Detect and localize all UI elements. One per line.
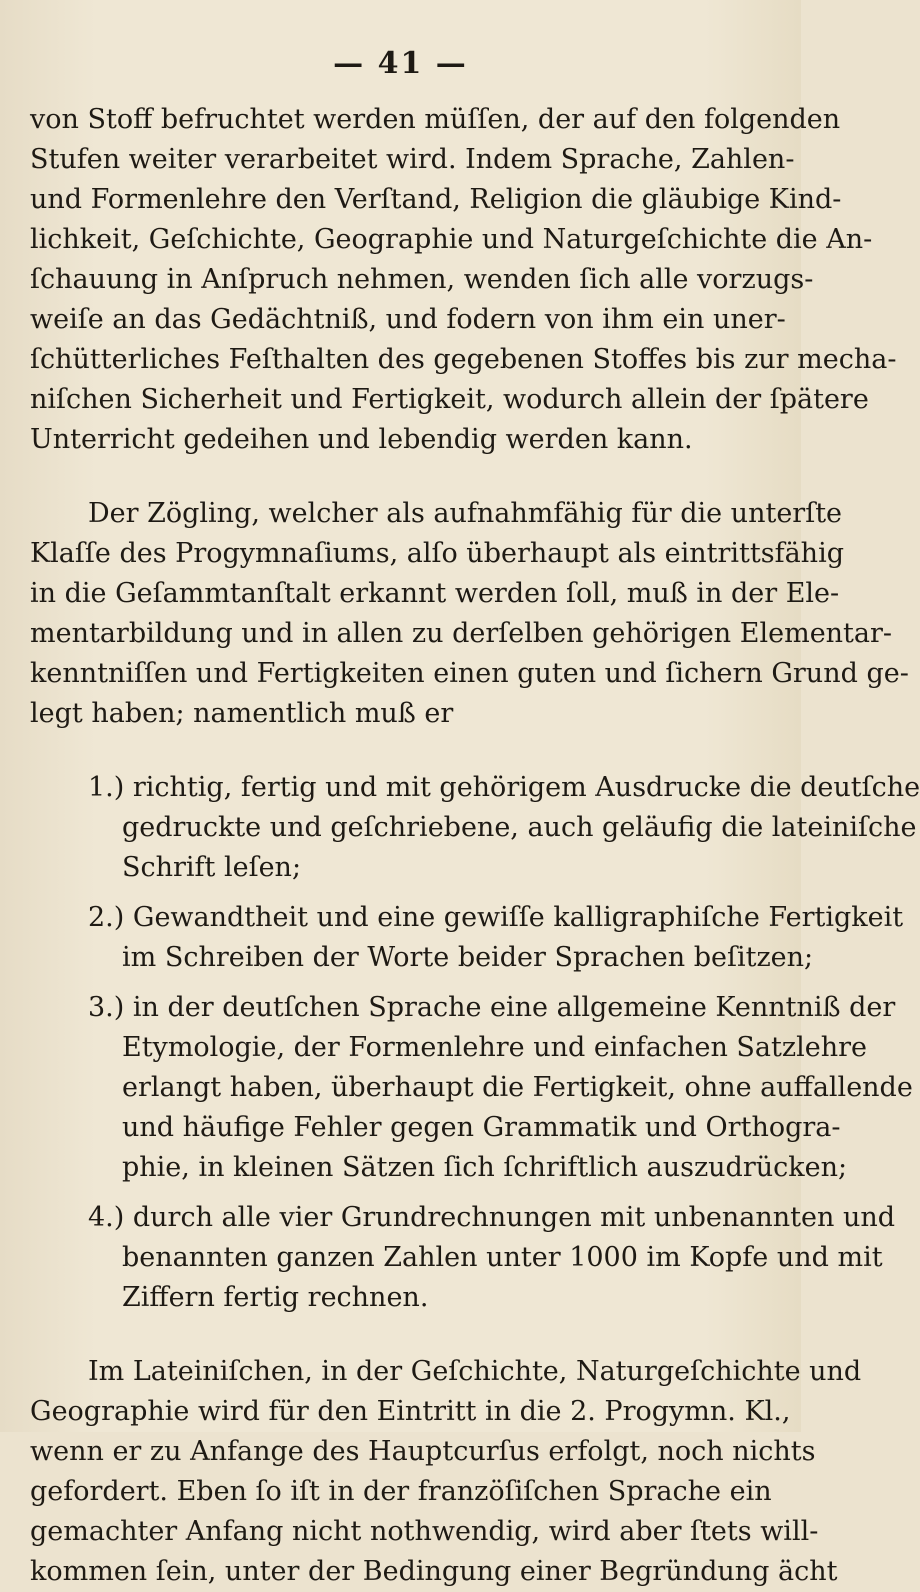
text-line: benannten ganzen Zahlen unter 1000 im Kopfe und mit xyxy=(122,1242,883,1273)
text-line: Geographie wird für den Eintritt in die 2. Progymn. Kl., xyxy=(30,1396,791,1427)
numbered-list xyxy=(30,768,920,1318)
item-gap xyxy=(30,1188,770,1198)
text-line: und häufige Fehler gegen Grammatik und Orthogra- xyxy=(122,1112,841,1143)
text-line: mentarbildung und in allen zu derſelben gehörigen Elementar- xyxy=(30,618,893,649)
page-number: — 41 — xyxy=(333,46,468,81)
text-line: 2.) Gewandtheit und eine gewiſſe kalligraphiſche Fertigkeit xyxy=(88,902,904,933)
text-line: in die Geſammtanſtalt erkannt werden ſoll, muß in der Ele- xyxy=(30,578,840,609)
text-line: legt haben; namentlich muß er xyxy=(30,698,454,729)
text-line: wenn er zu Anfange des Hauptcurſus erfolgt, noch nichts xyxy=(30,1436,816,1467)
text-line: kenntniſſen und Fertigkeiten einen guten und ſichern Grund ge- xyxy=(30,658,909,689)
text-line: Klaſſe des Progymnaſiums, alſo überhaupt als eintrittsfähig xyxy=(30,538,844,569)
text-line: gefordert. Eben ſo iſt in der franzöſiſchen Sprache ein xyxy=(30,1476,772,1507)
list-item-3 xyxy=(30,988,913,1188)
list-item-1 xyxy=(30,768,920,888)
text-line: gemachter Anfang nicht nothwendig, wird aber ſtets will- xyxy=(30,1516,819,1547)
text-line: Ziffern fertig rechnen. xyxy=(122,1282,429,1313)
item-gap xyxy=(30,978,770,988)
text-line: Unterricht gedeihen und lebendig werden kann. xyxy=(30,424,693,455)
page-body xyxy=(30,100,920,1592)
list-item-2 xyxy=(30,898,904,978)
text-line: Im Lateiniſchen, in der Geſchichte, Naturgeſchichte und xyxy=(88,1356,862,1387)
text-line: 3.) in der deutſchen Sprache eine allgemeine Kenntniß der xyxy=(88,992,896,1023)
item-gap xyxy=(30,888,770,898)
text-line: im Schreiben der Worte beider Sprachen beſitzen; xyxy=(122,942,814,973)
text-line: 4.) durch alle vier Grundrechnungen mit unbenannten und xyxy=(88,1202,896,1233)
text-line: gedruckte und geſchriebene, auch geläufig die lateiniſche xyxy=(122,812,917,843)
paragraph-2 xyxy=(30,494,909,734)
text-line: ſchütterliches Feſthalten des gegebenen Stoffes bis zur mecha- xyxy=(30,344,897,375)
text-line: Etymologie, der Formenlehre und einfachen Satzlehre xyxy=(122,1032,867,1063)
paragraph-gap xyxy=(30,734,770,768)
text-line: lichkeit, Geſchichte, Geographie und Naturgeſchichte die An- xyxy=(30,224,873,255)
text-line: Der Zögling, welcher als aufnahmfähig für die unterſte xyxy=(88,498,843,529)
text-line: 1.) richtig, fertig und mit gehörigem Ausdrucke die deutſche xyxy=(88,772,920,803)
list-item-4 xyxy=(30,1198,896,1318)
text-line: Stufen weiter verarbeitet wird. Indem Sprache, Zahlen- xyxy=(30,144,795,175)
text-line: Schrift leſen; xyxy=(122,852,302,883)
paragraph-1 xyxy=(30,100,897,460)
paragraph-gap xyxy=(30,460,770,494)
text-line: und Formenlehre den Verſtand, Religion die gläubige Kind- xyxy=(30,184,842,215)
text-line: ſchauung in Anſpruch nehmen, wenden ſich alle vorzugs- xyxy=(30,264,814,295)
text-line: kommen ſein, unter der Bedingung einer Begründung ächt xyxy=(30,1556,838,1587)
text-line: phie, in kleinen Sätzen ſich ſchriftlich auszudrücken; xyxy=(122,1152,848,1183)
text-line: weiſe an das Gedächtniß, und fodern von ihm ein uner- xyxy=(30,304,786,335)
paragraph-gap xyxy=(30,1318,770,1352)
paragraph-3 xyxy=(30,1352,862,1592)
text-line: niſchen Sicherheit und Fertigkeit, wodurch allein der ſpätere xyxy=(30,384,869,415)
text-line: von Stoff befruchtet werden müſſen, der auf den folgenden xyxy=(30,104,841,135)
text-line: erlangt haben, überhaupt die Fertigkeit, ohne auffallende xyxy=(122,1072,913,1103)
